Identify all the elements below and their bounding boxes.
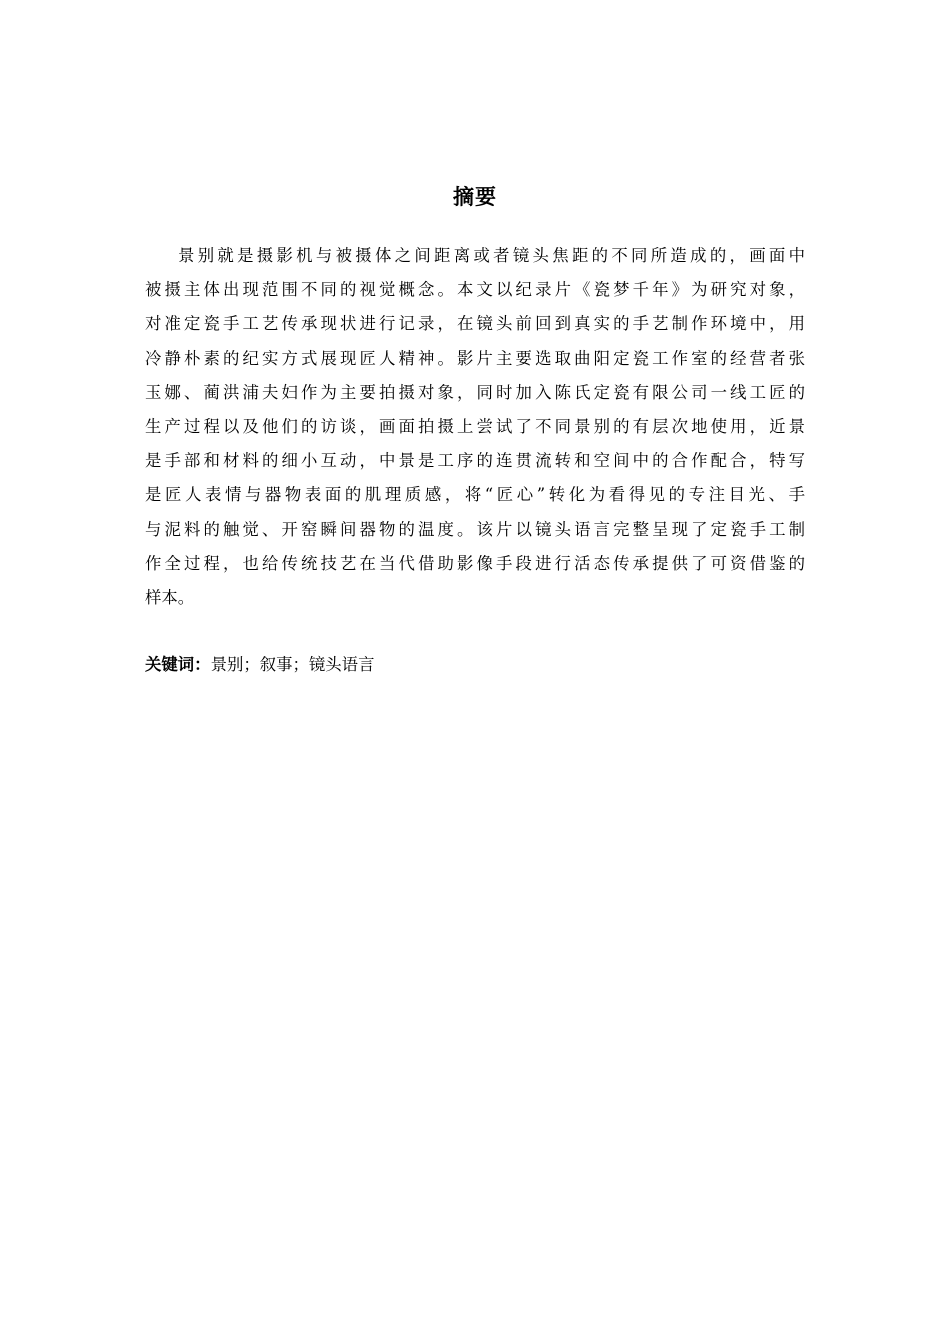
keywords [145,650,805,680]
abstract-body [145,239,805,615]
abstract-line: 玉娜、蔺洪浦夫妇作为主要拍摄对象，同时加入陈氏定瓷有限公司一线工匠的 [145,382,805,402]
keywords-text: 景别；叙事；镜头语言 [210,655,375,674]
abstract-line: 对准定瓷手工艺传承现状进行记录，在镜头前回到真实的手艺制作环境中，用 [145,314,805,334]
abstract-title: 摘要 [453,185,497,209]
abstract-line: 生产过程以及他们的访谈，画面拍摄上尝试了不同景别的有层次地使用，近景 [145,416,805,436]
abstract-line: 样本。 [145,587,195,607]
abstract-line: 被摄主体出现范围不同的视觉概念。本文以纪录片《瓷梦千年》为研究对象， [145,280,805,300]
abstract-line: 与泥料的触觉、开窑瞬间器物的温度。该片以镜头语言完整呈现了定瓷手工制 [145,519,805,539]
abstract-line: 景别就是摄影机与被摄体之间距离或者镜头焦距的不同所造成的，画面中 [178,246,805,265]
abstract-line: 是手部和材料的细小互动，中景是工序的连贯流转和空间中的合作配合，特写 [145,451,805,471]
abstract-line: 作全过程，也给传统技艺在当代借助影像手段进行活态传承提供了可资借鉴的 [145,553,805,573]
keywords-label: 关键词： [145,655,211,674]
abstract-line: 冷静朴素的纪实方式展现匠人精神。影片主要选取曲阳定瓷工作室的经营者张 [145,348,805,368]
abstract-line: 是匠人表情与器物表面的肌理质感，将“匠心”转化为看得见的专注目光、手 [145,485,805,505]
